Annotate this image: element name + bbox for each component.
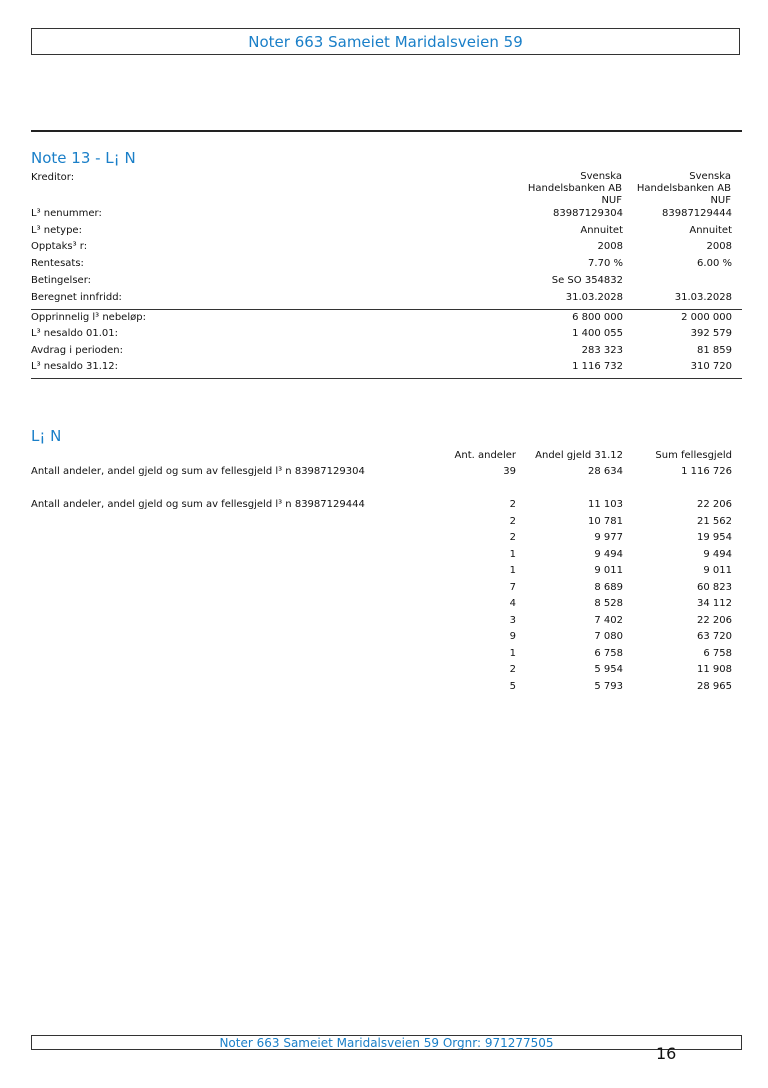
cell-sum: 34 112	[697, 598, 732, 609]
cell-ant: 4	[509, 598, 516, 609]
cell-sum: 6 758	[703, 648, 732, 659]
col-header-sum-fellesgjeld: Sum fellesgjeld	[655, 450, 732, 461]
row-value-1: 283 323	[581, 345, 623, 356]
cell-ant: 2	[509, 516, 516, 527]
cell-ant: 1	[509, 565, 516, 576]
table-row	[31, 466, 734, 482]
cell-sum: 60 823	[697, 582, 732, 593]
cell-sum: 9 011	[703, 565, 732, 576]
table-divider	[31, 378, 742, 379]
row-value-1: 6 800 000	[572, 312, 623, 323]
creditor-2-line1: Svenska	[689, 171, 731, 182]
creditor-1-line2: Handelsbanken AB	[527, 183, 622, 194]
loan-row	[31, 275, 734, 291]
cell-ant: 2	[509, 664, 516, 675]
row-label: Opprinnelig l³ nebeløp:	[31, 312, 146, 323]
cell-sum: 1 116 726	[681, 466, 732, 477]
row-value-1: 83987129304	[553, 208, 623, 219]
loan-row	[31, 225, 734, 241]
kreditor-row	[31, 172, 734, 188]
cell-andel: 7 402	[594, 615, 623, 626]
cell-andel: 9 977	[594, 532, 623, 543]
loan-row	[31, 361, 734, 377]
table-row	[31, 582, 734, 598]
cell-ant: 1	[509, 648, 516, 659]
page-footer	[31, 1035, 742, 1050]
table-row	[31, 565, 734, 581]
creditor-1-line3: NUF	[601, 195, 622, 206]
row-value-2: 6.00 %	[697, 258, 732, 269]
cell-andel: 7 080	[594, 631, 623, 642]
row-label: Avdrag i perioden:	[31, 345, 123, 356]
table-row	[31, 516, 734, 532]
row-label: Rentesats:	[31, 258, 84, 269]
loan-row	[31, 328, 734, 344]
cell-ant: 2	[509, 532, 516, 543]
page-number: 16	[656, 1044, 677, 1063]
cell-andel: 5 793	[594, 681, 623, 692]
cell-ant: 5	[509, 681, 516, 692]
loan-row	[31, 208, 734, 224]
page-header	[31, 28, 740, 55]
row-label: Antall andeler, andel gjeld og sum av fellesgjeld l³ n 83987129444	[31, 499, 365, 510]
cell-andel: 5 954	[594, 664, 623, 675]
cell-andel: 10 781	[588, 516, 623, 527]
col-header-andel-gjeld: Andel gjeld 31.12	[535, 450, 623, 461]
row-value-1: 2008	[597, 241, 623, 252]
table-row	[31, 549, 734, 565]
col-header-ant-andeler: Ant. andeler	[454, 450, 516, 461]
note13-title: Note 13 - L¡ N	[31, 149, 136, 167]
row-label: L³ netype:	[31, 225, 82, 236]
row-value-2: 81 859	[697, 345, 732, 356]
cell-sum: 11 908	[697, 664, 732, 675]
loan-row	[31, 241, 734, 257]
row-label: L³ nenummer:	[31, 208, 102, 219]
table-row	[31, 598, 734, 614]
cell-andel: 8 689	[594, 582, 623, 593]
creditor-1-line1: Svenska	[580, 171, 622, 182]
table-row	[31, 681, 734, 697]
cell-sum: 22 206	[697, 615, 732, 626]
row-label: Beregnet innfridd:	[31, 292, 122, 303]
cell-ant: 39	[503, 466, 516, 477]
row-value-1: 1 400 055	[572, 328, 623, 339]
cell-andel: 8 528	[594, 598, 623, 609]
creditor-2-line3: NUF	[710, 195, 731, 206]
table-row	[31, 499, 734, 515]
cell-sum: 22 206	[697, 499, 732, 510]
row-value-2: 31.03.2028	[674, 292, 732, 303]
table-row	[31, 664, 734, 680]
cell-andel: 28 634	[588, 466, 623, 477]
creditor-2-line2: Handelsbanken AB	[636, 183, 731, 194]
loan-row	[31, 292, 734, 308]
cell-andel: 9 494	[594, 549, 623, 560]
row-value-2: 2 000 000	[681, 312, 732, 323]
cell-ant: 7	[509, 582, 516, 593]
row-value-2: Annuitet	[689, 225, 732, 236]
cell-andel: 11 103	[588, 499, 623, 510]
row-value-1: Annuitet	[580, 225, 623, 236]
cell-ant: 9	[509, 631, 516, 642]
footer-text: Noter 663 Sameiet Maridalsveien 59 Orgnr: 971277505	[219, 1035, 554, 1050]
row-label: Antall andeler, andel gjeld og sum av fellesgjeld l³ n 83987129304	[31, 466, 365, 477]
loan-row	[31, 345, 734, 361]
cell-ant: 3	[509, 615, 516, 626]
row-label: Opptaks³ r:	[31, 241, 88, 252]
row-value-1: Se SO 354832	[551, 275, 623, 286]
table-row	[31, 532, 734, 548]
kreditor-label: Kreditor:	[31, 172, 75, 183]
table-row	[31, 615, 734, 631]
cell-andel: 9 011	[594, 565, 623, 576]
row-value-2: 310 720	[690, 361, 732, 372]
row-value-2: 2008	[706, 241, 732, 252]
row-label: Betingelser:	[31, 275, 91, 286]
row-value-1: 1 116 732	[572, 361, 623, 372]
creditor-1-name	[528, 171, 622, 207]
loan-row	[31, 312, 734, 328]
cell-ant: 2	[509, 499, 516, 510]
row-label: L³ nesaldo 31.12:	[31, 361, 119, 372]
lan-title: L¡ N	[31, 427, 62, 445]
loan-row	[31, 258, 734, 274]
cell-sum: 19 954	[697, 532, 732, 543]
cell-andel: 6 758	[594, 648, 623, 659]
row-value-2: 392 579	[690, 328, 732, 339]
cell-ant: 1	[509, 549, 516, 560]
cell-sum: 21 562	[697, 516, 732, 527]
row-value-1: 31.03.2028	[565, 292, 623, 303]
section-divider	[31, 130, 742, 132]
table-row	[31, 631, 734, 647]
table-row	[31, 648, 734, 664]
lan-header-row	[31, 450, 734, 466]
creditor-2-name	[637, 171, 731, 207]
row-value-1: 7.70 %	[588, 258, 623, 269]
cell-sum: 63 720	[697, 631, 732, 642]
cell-sum: 9 494	[703, 549, 732, 560]
row-label: L³ nesaldo 01.01:	[31, 328, 119, 339]
table-divider	[31, 309, 742, 310]
row-value-2: 83987129444	[662, 208, 732, 219]
cell-sum: 28 965	[697, 681, 732, 692]
header-title: Noter 663 Sameiet Maridalsveien 59	[248, 32, 523, 51]
